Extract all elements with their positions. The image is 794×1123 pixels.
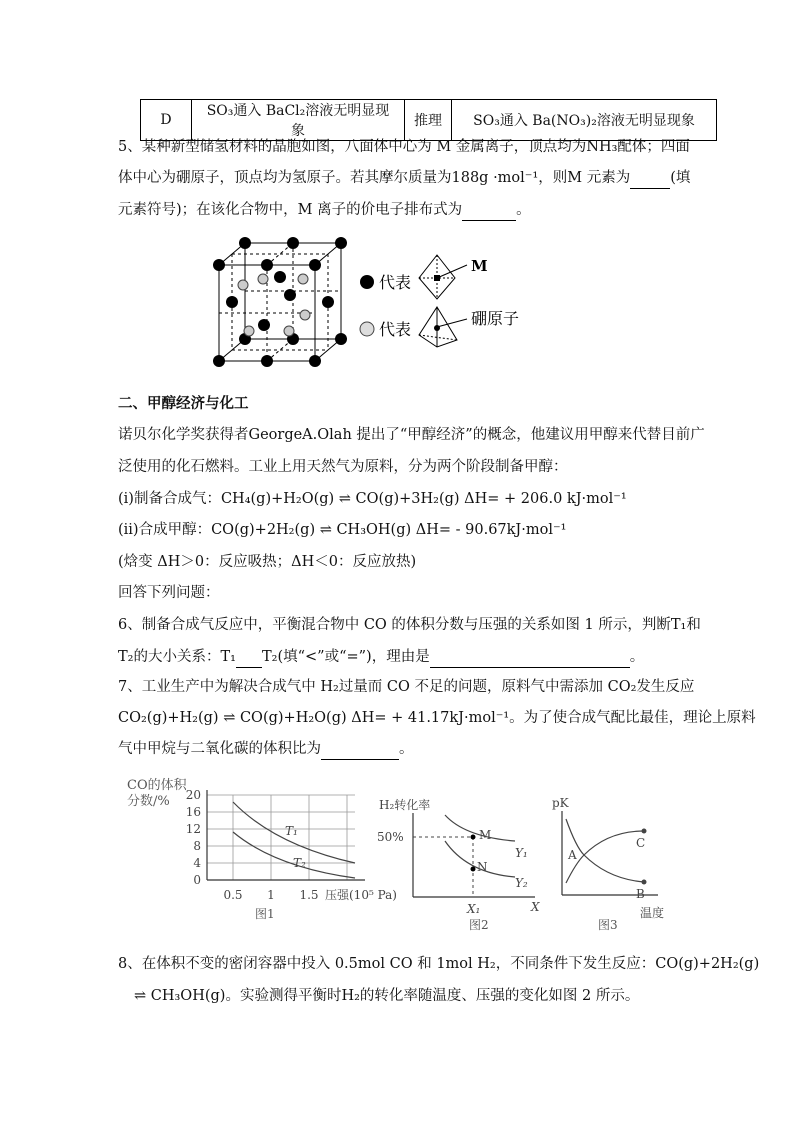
legend-rep2: 代表 [379,320,412,339]
q5-line3: 元素符号)；在该化合物中，M 离子的价电子排布式为 。 [118,200,531,221]
fig3-xlabel: 温度 [640,906,665,920]
crystal-figure [205,235,565,370]
fig1-ytick: 4 [193,856,201,870]
q6-line1: 6、制备合成气反应中，平衡混合物中 CO 的体积分数与压强的关系如图 1 所示，判断T₁和 [118,617,701,633]
figure-2 [375,795,550,935]
fig3-curve-upper [566,831,644,883]
q8-line1: 8、在体积不变的密闭容器中投入 0.5mol CO 和 1mol H₂，不同条件下发生反应：CO(g)+2H₂(g) [118,956,760,972]
fig2-label-y2: Y₂ [515,876,528,890]
q6-line2: T₂的大小关系：T₁ T₂(填“<”或“=”)，理由是 。 [118,647,644,668]
fig1-label-t1: T₁ [285,824,298,838]
enthalpy-note: (焓变 ΔH＞0：反应吸热；ΔH＜0：反应放热) [118,554,417,570]
q7-line3: 气中甲烷与二氧化碳的体积比为 。 [118,739,414,760]
fig1-ytick: 16 [185,805,201,819]
fig2-label-x1: X₁ [467,902,481,916]
octahedron-icon [419,255,467,299]
fig2-y50: 50% [377,830,404,844]
fig3-ylabel: pK [552,796,569,810]
boron-centers [238,274,310,336]
q5-line1: 5、某种新型储氢材料的晶胞如图，八面体中心为 M 金属离子，顶点均为NH₃配体；四面 [118,139,690,155]
option-conclusion: SO₃通入 Ba(NO₃)₂溶液无明显现象 [452,100,717,141]
fig1-xlabel: 压强(10⁵ Pa) [325,888,397,902]
fig3-point-a: A [568,848,577,862]
fig3-point-c: C [636,836,646,850]
q7-line2: CO₂(g)+H₂(g) ⇌ CO(g)+H₂O(g) ΔH= + 41.17kJ·mol⁻¹。为了使合成气配比最佳，理论上原料 [118,710,756,726]
fig2-label-x: X [531,900,540,914]
fig3-curve-lower [566,819,644,882]
legend-m-label: M [471,257,488,275]
fig2-ylabel: H₂转化率 [379,798,431,812]
fig1-label-t2: T₂ [293,856,306,870]
fig1-ylabel2: 分数/% [127,794,170,809]
boron-legend-dot [360,322,374,336]
fig1-ytick: 0 [193,873,201,887]
fig3-caption: 图3 [598,918,618,932]
tetrahedron-icon [419,307,467,347]
metal-centers [213,237,347,367]
fig2-point-n: N [477,860,488,874]
answer-blank[interactable] [430,647,630,668]
fig1-xtick: 0.5 [223,888,243,902]
option-premise: SO₃通入 BaCl₂溶液无明显现象 [192,100,405,141]
reaction-2: (ii)合成甲醇：CO(g)+2H₂(g) ⇌ CH₃OH(g) ΔH= - 90.67kJ·mol⁻¹ [118,522,567,538]
answer-blank[interactable] [321,739,399,760]
answer-prompt: 回答下列问题： [118,585,220,601]
fig3-point-b: B [636,887,645,901]
fig1-caption: 图1 [255,907,275,921]
fig1-xtick: 1 [267,888,275,902]
fig1-ytick: 8 [193,839,201,853]
answer-blank[interactable] [462,200,516,221]
legend-rep1: 代表 [379,273,412,292]
answer-blank[interactable] [630,168,670,189]
fig2-label-y1: Y₁ [515,846,528,860]
legend-boron-label: 硼原子 [471,309,520,328]
option-table [140,99,717,141]
fig1-ylabel1: CO的体积 [127,778,187,793]
answer-blank[interactable] [236,647,262,668]
q5-line2: 体中心为硼原子，顶点均为氢原子。若其摩尔质量为188g ·mol⁻¹，则M 元素为 (填 [118,168,690,189]
fig2-point-m: M [479,828,492,842]
option-relation: 推理 [405,100,452,141]
metal-legend-dot [360,275,374,289]
fig1-ytick: 12 [185,822,201,836]
q7-line1: 7、工业生产中为解决合成气中 H₂过量而 CO 不足的问题，原料气中需添加 CO₂发生反应 [118,679,695,695]
fig1-ytick: 20 [185,788,201,802]
fig1-xtick: 1.5 [299,888,319,902]
section2-p1: 诺贝尔化学奖获得者GeorgeA.Olah 提出了“甲醇经济”的概念，他建议用甲醇来代替目前广 [118,427,705,443]
fig1-curve-t2 [233,832,355,878]
q8-line2: ⇌ CH₃OH(g)。实验测得平衡时H₂的转化率随温度、压强的变化如图 2 所示。 [134,988,640,1004]
option-letter: D [141,100,192,141]
fig2-caption: 图2 [469,918,489,932]
section2-p2: 泛使用的化石燃料。工业上用天然气为原料，分为两个阶段制备甲醇： [118,459,568,475]
reaction-1: (i)制备合成气：CH₄(g)+H₂O(g) ⇌ CO(g)+3H₂(g) ΔH= + 206.0 kJ·mol⁻¹ [118,491,627,507]
table-row [141,100,717,141]
figure-3 [548,795,673,935]
section-title: 二、甲醇经济与化工 [118,395,249,412]
